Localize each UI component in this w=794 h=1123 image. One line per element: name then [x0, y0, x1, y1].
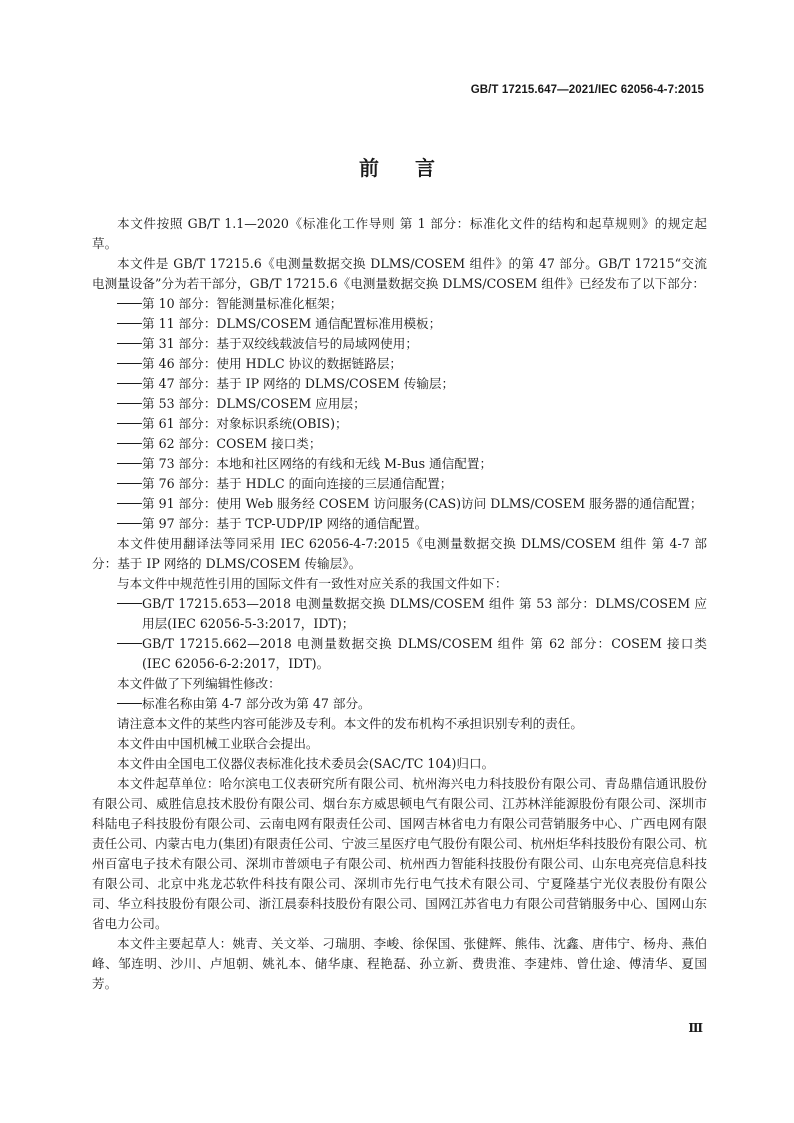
list-item: 第 61 部分：对象标识系统(OBIS)；	[92, 414, 707, 434]
dash-mark	[117, 443, 142, 444]
list-item: GB/T 17215.653—2018 电测量数据交换 DLMS/COSEM 组件 第 53 部分：DLMS/COSEM 应用层(IEC 62056-5-3:2017，IDT)；	[92, 594, 707, 634]
list-item: 第 53 部分：DLMS/COSEM 应用层；	[92, 394, 707, 414]
paragraph-drafting-units: 本文件起草单位：哈尔滨电工仪表研究所有限公司、杭州海兴电力科技股份有限公司、青岛鼎信通讯股份有限公司、威胜信息技术股份有限公司、烟台东方威思顿电气有限公司、江苏林洋能源股份有限公司、深圳市科陆电子科技股份有限公司、云南电网有限责任公司、国网吉林省电力有限公司营销服务中心、广西电网有限责任公司、内蒙古电力(集团)有限责任公司、宁波三星医疗电气股份有限公司、杭州炬华科技股份有限公司、杭州百富电子技术有限公司、深圳市普颂电子有限公司、杭州西力智能科技股份有限公司、山东电亮亮信息科技有限公司、北京中兆龙芯软件科技有限公司、深圳市先行电气技术有限公司、宁夏隆基宁光仪表股份有限公司、华立科技股份有限公司、浙江晨泰科技股份有限公司、国网江苏省电力有限公司营销服务中心、国网山东省电力公司。	[92, 776, 707, 931]
paragraph-patent-notice: 请注意本文件的某些内容可能涉及专利。本文件的发布机构不承担识别专利的责任。	[117, 716, 583, 731]
dash-mark	[117, 503, 142, 504]
edit-list	[92, 694, 707, 714]
reference-list	[92, 594, 707, 674]
list-item: GB/T 17215.662—2018 电测量数据交换 DLMS/COSEM 组件 第 62 部分：COSEM 接口类(IEC 62056-6-2:2017，IDT)。	[92, 634, 707, 674]
parts-list	[92, 294, 707, 534]
dash-mark	[117, 463, 142, 464]
paragraph-technical-committee: 本文件由全国电工仪器仪表标准化技术委员会(SAC/TC 104)归口。	[117, 756, 495, 771]
dash-mark	[117, 403, 142, 404]
document-body	[92, 214, 707, 994]
list-item: 第 47 部分：基于 IP 网络的 DLMS/COSEM 传输层；	[92, 374, 707, 394]
dash-mark	[117, 703, 142, 704]
dash-mark	[117, 363, 142, 364]
list-item: 第 10 部分：智能测量标准化框架；	[92, 294, 707, 314]
paragraph-series-intro: 本文件是 GB/T 17215.6《电测量数据交换 DLMS/COSEM 组件》的第 47 部分。GB/T 17215“交流电测量设备”分为若干部分，GB/T 17215.6《电测量数据交换 DLMS/COSEM 组件》已经发布了以下部分：	[92, 256, 707, 291]
paragraph-edits-intro: 本文件做了下列编辑性修改：	[117, 676, 281, 691]
paragraph-drafting-rules: 本文件按照 GB/T 1.1—2020《标准化工作导则 第 1 部分：标准化文件的结构和起草规则》的规定起草。	[92, 216, 707, 251]
dash-mark	[117, 383, 142, 384]
dash-mark	[117, 303, 142, 304]
dash-mark	[117, 643, 142, 644]
dash-mark	[117, 523, 142, 524]
paragraph-drafters: 本文件主要起草人：姚青、关文举、刁瑞朋、李峻、徐保国、张健辉、熊伟、沈鑫、唐伟宁、杨舟、燕伯峰、邹连明、沙川、卢旭朝、姚礼本、储华康、程艳磊、孙立新、费贵淮、李建炜、曾仕途、傅清华、夏国芳。	[92, 936, 707, 991]
list-item: 标准名称由第 4-7 部分改为第 47 部分。	[92, 694, 707, 714]
dash-mark	[117, 343, 142, 344]
dash-mark	[117, 483, 142, 484]
dash-mark	[117, 323, 142, 324]
list-item: 第 31 部分：基于双绞线载波信号的局域网使用；	[92, 334, 707, 354]
standard-code-header: GB/T 17215.647—2021/IEC 62056-4-7:2015	[470, 84, 704, 96]
dash-mark	[117, 423, 142, 424]
list-item: 第 62 部分：COSEM 接口类；	[92, 434, 707, 454]
paragraph-references-intro: 与本文件中规范性引用的国际文件有一致性对应关系的我国文件如下：	[117, 576, 508, 591]
list-item: 第 73 部分：本地和社区网络的有线和无线 M-Bus 通信配置；	[92, 454, 707, 474]
list-item: 第 11 部分：DLMS/COSEM 通信配置标准用模板；	[92, 314, 707, 334]
page-number: Ⅲ	[688, 1021, 702, 1035]
paragraph-proposer: 本文件由中国机械工业联合会提出。	[117, 736, 319, 751]
page-title: 前言	[359, 156, 471, 180]
list-item: 第 91 部分：使用 Web 服务经 COSEM 访问服务(CAS)访问 DLMS/COSEM 服务器的通信配置；	[92, 494, 707, 514]
list-item: 第 46 部分：使用 HDLC 协议的数据链路层；	[92, 354, 707, 374]
list-item: 第 76 部分：基于 HDLC 的面向连接的三层通信配置；	[92, 474, 707, 494]
dash-mark	[117, 603, 142, 604]
list-item: 第 97 部分：基于 TCP-UDP/IP 网络的通信配置。	[92, 514, 707, 534]
paragraph-adoption: 本文件使用翻译法等同采用 IEC 62056-4-7:2015《电测量数据交换 DLMS/COSEM 组件 第 4-7 部分：基于 IP 网络的 DLMS/COSEM 传输层》。	[92, 536, 707, 571]
